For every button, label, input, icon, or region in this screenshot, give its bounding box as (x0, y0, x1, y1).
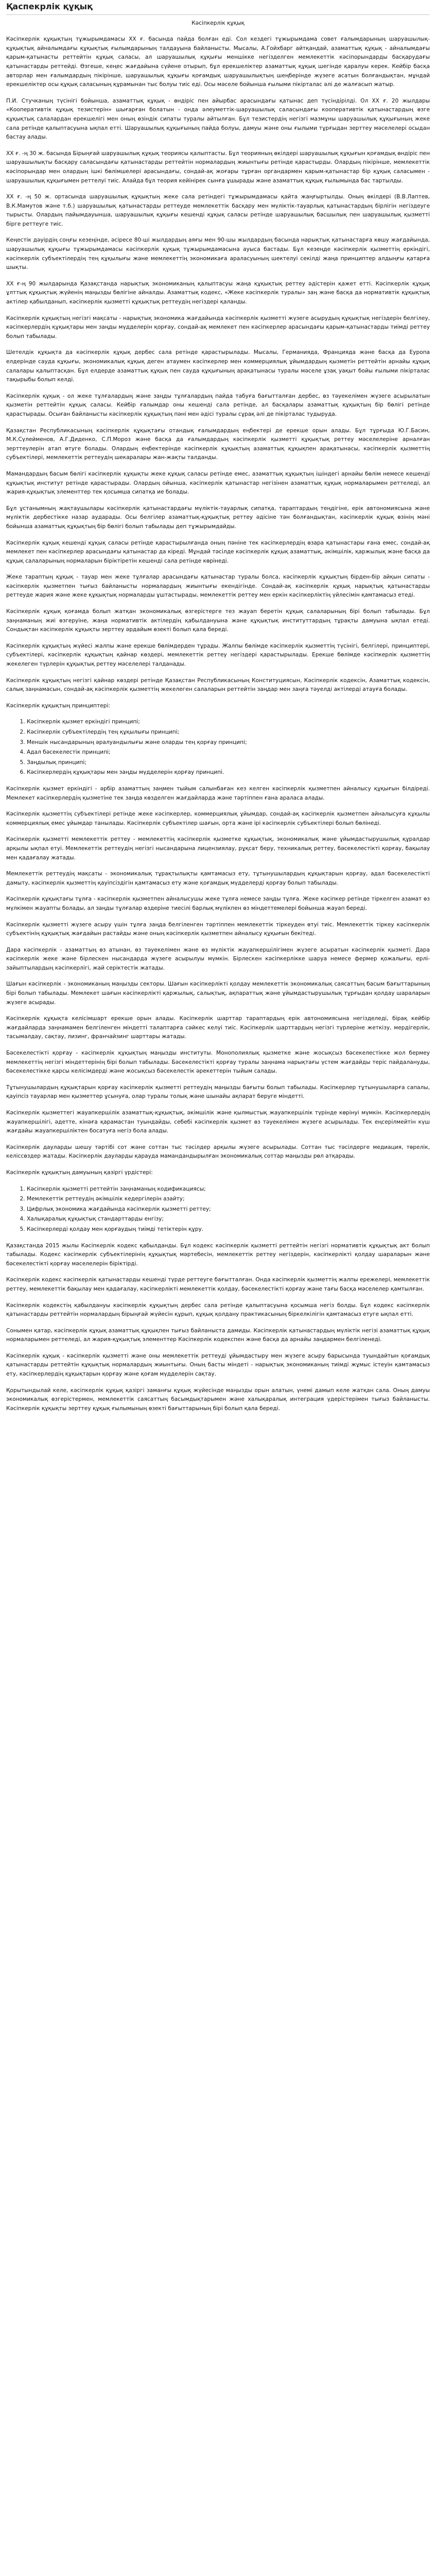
paragraph: Кәсіпкерлік қызметті жүзеге асыру үшін тұлға заңда белгіленген тәртіппен мемлекеттік тіркеуден өтуі тиіс. Мемлекеттік тіркеу кәсіпкерлік субъектінің құқықтық жағдайын растайды және оның кәсіпкерлік қызметпен айналысу құқығын бекітеді. (6, 921, 430, 937)
paragraph: Кәсіпкерлік құқықтың принциптері: (6, 702, 110, 709)
paragraph: ХХ ғ. -ң 30 ж. басында Бірыңғай шаруашылық құқық теориясы қалыптасты. Бұл теорияның өкілдері шаруашылық құқығын қоғамдық өндіріс пен шаруашылықты басқару саласындағы қатынастарды реттейтін нормалардың жиынтығы ретінде қарастырды. Олардың пікірінше, мемлекеттік кәсіпорындар мен олардың ішкі бөлімшелері арасындағы, сондай-ақ жоғары тұрған органдармен қарым-қатынастар бір құқық саласымен - шаруашылық құқығымен реттелуі тиіс. Алайда бұл теория кейінірек сынға ұшырады және азаматтық құқық ғылымында бас тартылды. (6, 150, 430, 184)
paragraph: Кәсіпкерлік құқықта келісімшарт ерекше орын алады. Кәсіпкерлік шарттар тараптардың ерік автономиясына негізделеді, бірақ кейбір жағдайларда заңнамамен белгіленген міндетті талаптарға сәйкес келуі тиіс. Кәсіпкерлік шарттардың негізгі түрлеріне жеткізу, мердігерлік, тасымалдау, сақтау, лизинг, франчайзинг шарттары жатады. (6, 1015, 430, 1040)
list-item: 1. Кәсіпкерлік қызмет еркіндігі принципі; (27, 718, 430, 727)
paragraph: Кеңестік дәуірдің соңғы кезеңінде, әсіресе 80-ші жылдардың аяғы мен 90-шы жылдардың басында нарықтық қатынастарға көшу жағдайында, шаруашылық құқығы тұжырымдамасы кәсіпкерлік құқық тұжырымдамасына ауыса бастады. Бұл кезеңде кәсіпкерлік қызметтің еркіндігі, кәсіпкерлік субъектілердің тең құқылығы және мемлекеттің экономикаға араласуының шектелуі секілді жаңа принциптер алдыңғы қатарға шықты. (6, 237, 430, 271)
paragraph: Мемлекеттік реттеудің мақсаты - экономикалық тұрақтылықты қамтамасыз ету, тұтынушылардың құқықтарын қорғау, адал бәсекелестікті дамыту, кәсіпкерлік қызметтің қауіпсіздігін қамтамасыз ету және қоғамдық мүдделерді қорғау болып табылады. (6, 871, 430, 886)
list-item: 3. Цифрлық экономика жағдайында кәсіпкерлік қызметті реттеу; (27, 1205, 430, 1214)
numbered-list (6, 1185, 430, 1234)
paragraph: Кәсіпкерлік құқықтың негізгі мақсаты - нарықтық экономика жағдайында кәсіпкерлік қызметті жүзеге асырудың құқықтық негіздерін белгілеу, кәсіпкерлердің құқықтары мен заңды мүдделерін қорғау, сондай-ақ мемлекет пен кәсіпкерлер арасындағы қарым-қатынастарды тиімді реттеу болып табылады. (6, 315, 430, 340)
paragraph: Кәсіпкерлік қызметтің субъектілері ретінде жеке кәсіпкерлер, коммерциялық ұйымдар, сондай-ақ кәсіпкерлік қызметпен айналысуға құқылы коммерциялық емес ұйымдар танылады. Кәсіпкерлік субъектілер шағын, орта және ірі кәсіпкерлік субъектілері болып бөлінеді. (6, 811, 430, 826)
paragraph: Бұл ұстанымның жақтаушылары кәсіпкерлік қатынастардағы мүліктік-тауарлық сипатқа, тараптардың теңдігіне, ерік автономиясына және мүліктік дербестікке назар аударады. Осы белгілер азаматтық-құқықтық реттеу әдісіне тән болғандықтан, кәсіпкерлік құқық өзінің мәні бойынша азаматтық құқықтың бір бөлігі болып табылады деп тұжырымдайды. (6, 505, 430, 530)
list-item: 3. Меншік нысандарының әралуандылығы және оларды тең қорғау принципі; (27, 738, 430, 748)
paragraph: Кәсіпкерлік құқықтағы тұлға - кәсіпкерлік қызметпен айналысушы жеке тұлға немесе заңды тұлға. Жеке кәсіпкер ретінде тіркелген азамат өз мүлкімен жауапты болады, ал заңды тұлғалар өздеріне тиесілі барлық мүлікпен өз міндеттемелері бойынша жауап береді. (6, 896, 430, 911)
paragraph: Кәсіпкерлік қызметтегі жауапкершілік азаматтық-құқықтық, әкімшілік және қылмыстық жауапкершілік түрінде көрінуі мүмкін. Кәсіпкерлердің жауапкершілігі, әдетте, кінәға қарамастан туындайды, себебі кәсіпкерлік қызмет өз тәуекелімен жүзеге асырылады. Тек еңсерілмейтін күш жағдайы жауапкершіліктен босатуға негіз бола алады. (6, 1110, 430, 1134)
paragraph: Сонымен қатар, кәсіпкерлік құқық азаматтық құқықпен тығыз байланыста дамиды. Кәсіпкерлік қатынастардың мүліктік негізі азаматтық құқық нормаларымен реттеледі, ал жария-құқықтық элементтер Кәсіпкерлік кодекспен және басқа да арнайы заңдармен белгіленеді. (6, 1327, 430, 1343)
paragraph: Шағын кәсіпкерлік - экономиканың маңызды секторы. Шағын кәсіпкерлікті қолдау мемлекеттік экономикалық саясаттың басым бағыттарының бірі болып табылады. Мемлекет шағын кәсіпкерлікті қаржылық, салықтық, ақпараттық және ұйымдастырушылық тұрғыдан қолдау шараларын жүзеге асырады. (6, 981, 430, 1006)
paragraph: ХХ ғ-ң 90 жылдарында Қазақстанда нарықтық экономиканың қалыптасуы жаңа құқықтық реттеу әдістерін қажет етті. Кәсіпкерлік құқық ұлттық құқықтық жүйенің маңызды бөлігіне айналды. Азаматтық кодекс, «Жеке кәсіпкерлік туралы» заң және басқа да нормативтік құқықтық актілер қабылданып, кәсіпкерлік қызметті құқықтық реттеудің негіздері қаланды. (6, 280, 430, 306)
paragraph: Қазақстан Республикасының кәсіпкерлік құқықтағы отандық ғалымдардың еңбектері де ерекше орын алады. Бұл тұрғыда Ю.Г.Басин, М.К.Сүлейменов, А.Г.Диденко, С.П.Мороз және басқа да ғалымдардың кәсіпкерлік қызметті құқықтық реттеу мәселелеріне арналған зерттеулерін атап өтуге болады. Олардың еңбектерінде кәсіпкерлік құқықтың азаматтық құқықпен арақатынасы, кәсіпкерлік қызметтің субъектілері, мемлекеттік реттеудің шекаралары жан-жақты талданды. (6, 427, 430, 461)
paragraph: Шетелдік құқықта да кәсіпкерлік құқық дербес сала ретінде қарастырылады. Мысалы, Германияда, Францияда және басқа да Еуропа елдерінде сауда құқығы, экономикалық құқық деген атаумен кәсіпкерлер мен коммерциялық ұйымдардың қызметін реттейтін арнайы құқық салалары қалыптасқан. Бұл елдерде азаматтық құқық пен сауда құқығының арақатынасы туралы мәселе ұзақ уақыт бойы ғылыми пікірталас тақырыбы болып келді. (6, 349, 430, 383)
list-item: 4. Халықаралық құқықтық стандарттарды енгізу; (27, 1215, 430, 1224)
article-body (6, 19, 430, 1414)
paragraph: Кәсіпкерлік қызмет еркіндігі - әрбір азаматтың заңмен тыйым салынбаған кез келген кәсіпкерлік қызметпен айналысу құқығын білдіреді. Мемлекет кәсіпкерлердің қызметіне тек заңда көзделген жағдайларда және тәртіппен ғана араласа алады. (6, 785, 430, 801)
list-item: 2. Мемлекеттік реттеудің әкімшілік кедергілерін азайту; (27, 1195, 430, 1204)
paragraph: Қорытындылай келе, кәсіпкерлік құқық қазіргі заманғы құқық жүйесінде маңызды орын алатын, үнемі дамып келе жатқан сала. Оның дамуы экономикалық өзгерістермен, мемлекеттік саясаттың басымдықтарымен және халықаралық интеграция үдерістерімен тығыз байланысты. Кәсіпкерлік құқықты зерттеу құқық ғылымының өзекті бағыттарының бірі болып қала береді. (6, 1387, 430, 1412)
paragraph: Кәсіпкерлік құқықтың дамуының қазіргі үрдістері: (6, 1169, 153, 1176)
paragraph: Кәсіпкерлік құқықтың тұжырымдамасы ХХ ғ. басында пайда болған еді. Сол кездегі тұжырымдама совет ғалымдарының шаруашылық-құқықтық айналымдағы құқықтық ғылымдарының талдауына байланысты. Мысалы, А.Гойхбарг айтқандай, азаматтық құқық - айналымдағы қарым-қатынасты реттейтін құқық саласы, ал шаруашылық құқығы меншікке негізделген мемлекеттік кәсіпорындарды басқарудағы қатынастарды реттейді. Өзгеше, кеңес жағдайына сүйене отырып, бұл ерекшеліктер азаматтық құқық шегінде қаралуы керек. Кейбір басқа авторлар мен ғалымдардың пікірінше, шаруашылық құқығы қоғамдық шаруашылықтың шеңберінде жүзеге асатын болғандықтан, мұндай ерекшеліктер осы құқық саласының құрамынан тыс болуы тиіс еді. Осы мәселе бойынша ғылыми пікірталас әлі де жалғасып жатыр. (6, 36, 430, 88)
paragraph: Дара кәсіпкерлік - азаматтың өз атынан, өз тәуекелімен және өз мүліктік жауапкершілігімен жүзеге асыратын кәсіпкерлік қызметі. Дара кәсіпкерлік жеке және бірлескен нысандарда жүзеге асырылуы мүмкін. Бірлескен кәсіпкерлікке шаруа немесе фермер қожалығы, ерлі-зайыптылардың кәсіпкерлігі, жай серіктестік жатады. (6, 946, 430, 971)
paragraph: Кәсіпкерлік кодекстің қабылдануы кәсіпкерлік құқықтың дербес сала ретінде қалыптасуына қосымша негіз болды. Бұл кодекс кәсіпкерлік қатынастарды реттейтін нормалардың бірыңғай жүйесін құрып, құқық қолдану практикасының біркелкілігін қамтамасыз етуге ықпал етті. (6, 1302, 430, 1318)
paragraph: Кәсіпкерлік қызметті мемлекеттік реттеу - мемлекеттің кәсіпкерлік қызметке құқықтық, экономикалық және ұйымдастырушылық құралдар арқылы ықпал етуі. Мемлекеттік реттеудің негізгі нысандарына лицензиялау, рұқсат беру, техникалық реттеу, бәсекелестікті қорғау, бақылау мен қадағалау жатады. (6, 836, 430, 861)
page-title: Қаспекрлік құқық (6, 2, 430, 15)
paragraph: Қазақстанда 2015 жылы Кәсіпкерлік кодекс қабылданды. Бұл кодекс кәсіпкерлік қызметті реттейтін негізгі нормативтік құқықтық акт болып табылады. Кодекс кәсіпкерлік субъектілерінің құқықтық мәртебесін, мемлекеттік реттеу негіздерін, кәсіпкерлікті қолдау шараларын және бәсекелестікті қорғау мәселелерін біріктірді. (6, 1242, 430, 1267)
paragraph: Кәсіпкерлік дауларды шешу тәртібі сот және соттан тыс тәсілдер арқылы жүзеге асырылады. Соттан тыс тәсілдерге медиация, төрелік, келіссөздер жатады. Кәсіпкерлік дауларды қарауда мамандандырылған экономикалық соттар маңызды рөл атқарады. (6, 1144, 430, 1160)
paragraph: Кәсіпкерлік құқықтың жүйесі жалпы және ерекше бөлімдерден тұрады. Жалпы бөлімде кәсіпкерлік қызметтің түсінігі, белгілері, принциптері, субъектілері, кәсіпкерлік құқықтың қайнар көздері, мемлекеттік реттеу негіздері қарастырылады. Ерекше бөлімде кәсіпкерлік қызметтің жекелеген түрлерін құқықтық реттеу мәселелері талданады. (6, 642, 430, 668)
paragraph: Кәсіпкерлік құқық - кәсіпкерлік қызметті және оны мемлекеттік реттеуді ұйымдастыру мен жүзеге асыру барысында туындайтын қоғамдық қатынастарды реттейтін құқықтық нормалардың жиынтығы. Оның басты міндеті - нарықтық экономиканың тиімді жұмыс істеуін қамтамасыз ету, кәсіпкерлердің құқықтарын қорғау және қоғам мүдделерін сақтау. (6, 1352, 430, 1378)
paragraph: ХХ ғ. -ң 50 ж. ортасында шаруашылық құқықтың жеке сала ретіндегі тұжырымдамасы қайта жаңғыртылды. Оның өкілдері (В.В.Лаптев, В.К.Мамутов және т.б.) шаруашылық қатынастарды реттеуде мемлекеттік басқару мен мүліктік-тауарлық қатынастардың бірлігін негіздеуге тырысты. Олардың пайымдауынша, шаруашылық құқығы кешенді құқық саласы ретінде шаруашылық басшылық пен шаруашылық қызметті бірге реттеуге тиіс. (6, 194, 430, 227)
paragraph: Кәсіпкерлік құқық қоғамда болып жатқан экономикалық өзгерістерге тез жауап беретін құқық салаларының бірі болып табылады. Бұл заңнаманың жиі өзгеруіне, жаңа нормативтік актілердің қабылдануына және құқықтық институттардың тұрақты дамуына ықпал етеді. Сондықтан кәсіпкерлік құқықты зерттеу әрдайым өзекті болып қала береді. (6, 608, 430, 633)
numbered-list (6, 718, 430, 777)
paragraph: Мамандардың басым бөлігі кәсіпкерлік құқықты жеке құқық саласы ретінде емес, азаматтық құқықтың ішіндегі арнайы бөлім немесе кешенді құқықтық институт ретінде қарастырады. Олардың ойынша, кәсіпкерлік қатынастар негізінен азаматтық құқық нормаларымен реттеледі, ал жария-құқықтық элементтер тек қосымша сипатқа ие болады. (6, 470, 430, 496)
list-item: 5. Заңдылық принципі; (27, 758, 430, 768)
paragraph: Жеке тараптың құқық - тауар мен жеке тұлғалар арасындағы қатынастар туралы болса, кәсіпкерлік құқықтың бірден-бір айқын сипаты - кәсіпкерлік қызметпен тығыз байланысты нормалардың жиынтығы екендігінде. Сондай-ақ кәсіпкерлік құқық нарықтық қатынастарды реттеуде жария және жеке құқықтық нормаларды ұштастырады, мемлекеттік реттеу мен еркін кәсіпкерліктің үйлесімін қамтамасыз етеді. (6, 574, 430, 599)
paragraph: П.И. Стучканың түсінігі бойынша, азаматтық құқық - өндіріс пен айырбас арасындағы қатынас деп түсіндірілді. Ол ХХ ғ. 20 жылдары «Кооперативтік құқық тезистерін» шығарған болатын - онда әлеуметтік-шаруашылық саласындағы кооперативтік қатынастардың өзге құқықтық салалардан ерекшелігі мен оның өзіндік сипаты туралы айтылған. Бұл тезистердің негізгі мазмұны шаруашылық құқығының жеке сала ретінде қалыптасуына ықпал етті. Шаруашылық құқығының пайда болуы, дамуы және оны ғылыми тұрғыдан зерттеу мәселелері осыдан бастау алады. (6, 97, 430, 141)
paragraph: Кәсіпкерлік құқық - ол жеке тұлғалардың және заңды тұлғалардың пайда табуға бағытталған дербес, өз тәуекелімен жүзеге асырылатын қызметін реттейтін құқық саласы. Кейбір ғалымдар оны кешенді сала ретінде, ал басқалары азаматтық құқықтың бір бөлігі ретінде қарастырады. Осыған байланысты кәсіпкерлік құқықтың пәні мен әдісі туралы сұрақ әлі де пікірталас тудыруда. (6, 393, 430, 417)
list-item: 1. Кәсіпкерлік қызметті реттейтін заңнаманың кодификациясы; (27, 1185, 430, 1194)
paragraph: Кәсіпкерлік құқықтың негізгі қайнар көздері ретінде Қазақстан Республикасының Конституциясын, Кәсіпкерлік кодексін, Азаматтық кодексін, салық заңнамасын, сондай-ақ кәсіпкерлік қызметтің жекелеген салаларын реттейтін заңдар мен заңға тәуелді актілерді атауға болады. (6, 677, 430, 693)
list-item: 6. Кәсіпкерлердің құқықтары мен заңды мүдделерін қорғау принципі. (27, 768, 430, 777)
paragraph: Кәсіпкерлік кодекс кәсіпкерлік қатынастарды кешенді түрде реттеуге бағытталған. Онда кәсіпкерлік қызметтің жалпы ережелері, мемлекеттік реттеу, мемлекеттік бақылау мен қадағалау, кәсіпкерлікті мемлекеттік қолдау, бәсекелестікті қорғау және тағы басқа мәселелер қамтылған. (6, 1277, 430, 1292)
list-item: 2. Кәсіпкерлік субъектілердің тең құқылығы принципі; (27, 728, 430, 737)
list-item: 4. Адал бәсекелестік принципі; (27, 748, 430, 757)
list-item: 5. Кәсіпкерлерді қолдау мен қорғаудың тиімді тетіктерін құру. (27, 1225, 430, 1234)
paragraph: Тұтынушылардың құқықтарын қорғау кәсіпкерлік қызметті реттеудің маңызды бағыты болып табылады. Кәсіпкерлер тұтынушыларға сапалы, қауіпсіз тауарлар мен қызметтер ұсынуға, олар туралы толық және шынайы ақпарат беруге міндетті. (6, 1084, 430, 1100)
paragraph: Кәсіпкерлік құқық кешенді құқық саласы ретінде қарастырылғанда оның пәніне тек кәсіпкерлердің өзара қатынастары ғана емес, сондай-ақ мемлекет пен кәсіпкерлер арасындағы қатынастар да кіреді. Мұндай тәсілде кәсіпкерлік құқық азаматтық, әкімшілік, қаржылық және басқа да құқық салаларының нормаларын біріктіретін кешенді сала ретінде көрінеді. (6, 539, 430, 564)
paragraph: Бәсекелестікті қорғау - кәсіпкерлік құқықтың маңызды институты. Монополиялық қызметке және жосықсыз бәсекелестікке жол бермеу мемлекеттің негізгі міндеттерінің бірі болып табылады. Бәсекелестікті қорғау туралы заңнама нарықтағы үстем жағдайды теріс пайдалануды, бәсекелестікке қарсы келісімдерді және жосықсыз бәсекелестік әрекеттерін тыйым салады. (6, 1050, 430, 1075)
paragraph: Кәсіпкерлік құқық (191, 20, 245, 26)
